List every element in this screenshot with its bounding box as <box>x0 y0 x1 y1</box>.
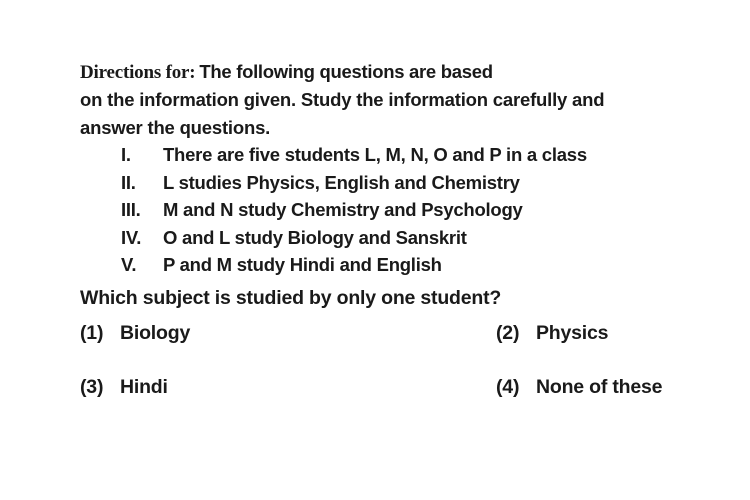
option-text: Biology <box>120 322 191 344</box>
info-numeral: II. <box>121 172 136 193</box>
option-text: None of these <box>536 376 663 398</box>
question-text: Which subject is studied by only one student? <box>80 287 502 309</box>
info-numeral: III. <box>121 199 141 220</box>
info-numeral: IV. <box>121 227 142 248</box>
info-numeral: V. <box>121 254 137 275</box>
option-2[interactable] <box>496 322 608 345</box>
option-4[interactable] <box>496 376 662 399</box>
info-text: P and M study Hindi and English <box>163 254 442 275</box>
info-numeral: I. <box>121 144 131 165</box>
option-number: (2) <box>496 322 520 344</box>
info-item <box>121 254 442 276</box>
option-number: (4) <box>496 376 520 398</box>
info-text: L studies Physics, English and Chemistry <box>163 172 520 193</box>
option-text: Physics <box>536 322 609 344</box>
info-item <box>121 172 520 194</box>
info-text: M and N study Chemistry and Psychology <box>163 199 523 220</box>
option-number: (1) <box>80 322 104 344</box>
directions-line: answer the questions. <box>80 117 271 138</box>
info-text: O and L study Biology and Sanskrit <box>163 227 467 248</box>
directions-line: on the information given. Study the information carefully and <box>80 89 605 110</box>
directions-label: Directions for <box>80 62 190 83</box>
directions-colon: : <box>189 62 196 83</box>
info-item <box>121 144 587 166</box>
directions-text: The following questions are based <box>199 61 493 82</box>
info-item <box>121 227 467 249</box>
info-text: There are five students L, M, N, O and P in a class <box>163 144 587 165</box>
option-text: Hindi <box>120 376 168 398</box>
info-item <box>121 199 523 221</box>
option-number: (3) <box>80 376 104 398</box>
option-1[interactable] <box>80 322 190 345</box>
option-3[interactable] <box>80 376 168 399</box>
directions-heading <box>80 61 493 84</box>
